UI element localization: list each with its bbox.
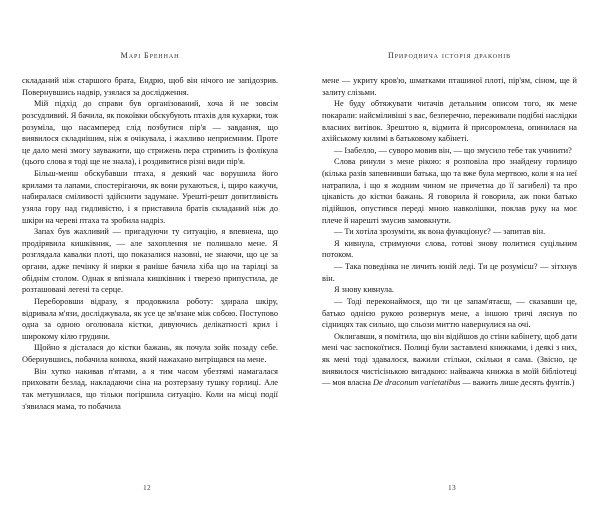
paragraph: Переборовши відразу, я продовжила роботу: здирала шкіру, відривала м'язи, досліджувала, як усе це зв'язане між собою. Поступово одна за одною оголювала кістки, дивуючись делікатності крил і широкому кілю грудини. [22, 296, 278, 341]
paragraph [322, 331, 577, 389]
paragraph [322, 156, 577, 226]
text-run: Я кивнула, стримуючи слова, готові знову политися суцільним потоком. [322, 238, 577, 260]
paragraph: Запах був жахливий — пригадуючи ту ситуацію, я впевнена, що продірявила кишківник, — але захоплення не полишало мене. Я розглядала кавалки плоті, що показалися назовні, не знаючи, що це за органи, адже печінку й нирки я раніше бачила хіба що на тарілці за обіднім столом. Однак я впізнала кишківник і тверезо припустила, де розташовані легені та серце. [22, 227, 278, 295]
paragraph: Більш-менш обскубавши птаха, я деякий час ворушила його крилами та лапами, спостерігаючи, як вони рухаються, і, щиро кажучи, набиралася сміливості здійснити задумане. Урешті-решт допитливість узяла гору над гидливістю, і я приставила братів складаний ніж до шкіри на череві птаха та зробила надріз. [22, 169, 278, 225]
text-run: — Ти хотіла зрозуміти, як вона функціонує? — запитав він. [334, 227, 546, 237]
page-number-right: 13 [448, 483, 456, 492]
paragraph [322, 296, 577, 331]
text-run: Я знову кивнула. [334, 285, 394, 295]
paragraph [322, 75, 577, 98]
paragraph: складаний ніж старшого брата, Ендрю, щоб він нічого не запідозрив. Повернувшись надвір, узялася за дослідження. [22, 76, 278, 97]
text-run: Не буду обтяжувати читачів детальним описом того, як мене покарали: найсміливіші з вас, безперечно, переживали подібні наслідки власних витівок. Зрештою я, відмита й присоромлена, опинилася на ахійському килимі в батьковому кабінеті. [322, 99, 577, 144]
text-run: — Така поведінка не личить юній леді. Ти це розумієш? — зітхнув він. [322, 262, 577, 283]
paragraph [322, 226, 577, 238]
paragraph [322, 145, 577, 157]
paragraph [322, 261, 577, 284]
paragraph [322, 98, 577, 145]
paragraph: Мій підхід до справи був організований, хоча й не зовсім розсудливий. Я бачила, як покоївки обскубують птахів для кухарки, тож розуміла, що насамперед слід позбутися пір'я — завдання, що виявилося складнішим, ніж я очікувала, і жахливо неприємним. Проте це дало мені змогу зауважити, що стрижень пера стримить із фолікула (цього слова я тоді ще не знала), і роздивитися різні види пір'я. [22, 99, 278, 167]
running-head-title: Природнича історія драконів [387, 51, 512, 60]
text-run: Оклигавши, я помітила, що він відійшов до стіни кабінету, щоб дати мені час заспокоїтися. Полиці були заставлені книжками, і деякі з них, як мені тоді здавалося, важили стільки, скільки я сама. (Звісно, це виявилося чистісінькою вигадкою: найважча книжка в моїй бібліотеці — моя власна [322, 331, 577, 388]
right-page-text-block [322, 75, 577, 389]
page-number-left: 12 [143, 483, 151, 492]
right-page [300, 0, 600, 516]
italic-title: De draconum varietatibus [373, 378, 461, 388]
text-run: — важить лише десять фунтів.) [460, 378, 575, 388]
text-run: мене — укриту кров'ю, шматками пташиної плоті, пір'ям, сіном, ще й залиту слізьми. [322, 76, 577, 97]
left-page-text-block [22, 75, 278, 412]
paragraph: Щойно я дісталася до кістки бажань, як почула зойк позаду себе. Обернувшись, побачила конюха, який нажахано витріщався на мене. [22, 343, 278, 364]
running-head-author: Марі Бреннан [120, 51, 180, 60]
paragraph [322, 238, 577, 261]
paragraph: Він хутко накивав п'ятами, а я тим часом убезтямі намагалася приховати безлад, накладаючи сіна на розтерзану тушку горлиці. Але так метушилася, що тільки погіршила ситуацію. Коли на місці події з'явилася мама, то побачила [22, 366, 278, 411]
paragraph [322, 284, 577, 296]
text-run: Слова ринули з мене рікою: я розповіла про знайдену горлицю (кілька разів запевнивши батька, що та вже була мертвою, коли я на неї натрапила, і що я жодним чином не причетна до її загибелі) та про цікавість до кістки бажань. Я говорила й говорила, аж поки батько підійшов, опустився переді мною навколішки, поклав руку на моє плече й нарешті змусив замовкнути. [322, 157, 577, 225]
text-run: — Тоді переконаймося, що ти це запам'ятаєш, — сказавши це, батько однією рукою розвернув мене, а іншою тричі ляснув по сідницях так сильно, що сльози миттю навернулися на очі. [322, 296, 577, 330]
text-run: — Ізабелло, — суворо мовив він, — що змусило тебе так учинити? [334, 145, 572, 155]
